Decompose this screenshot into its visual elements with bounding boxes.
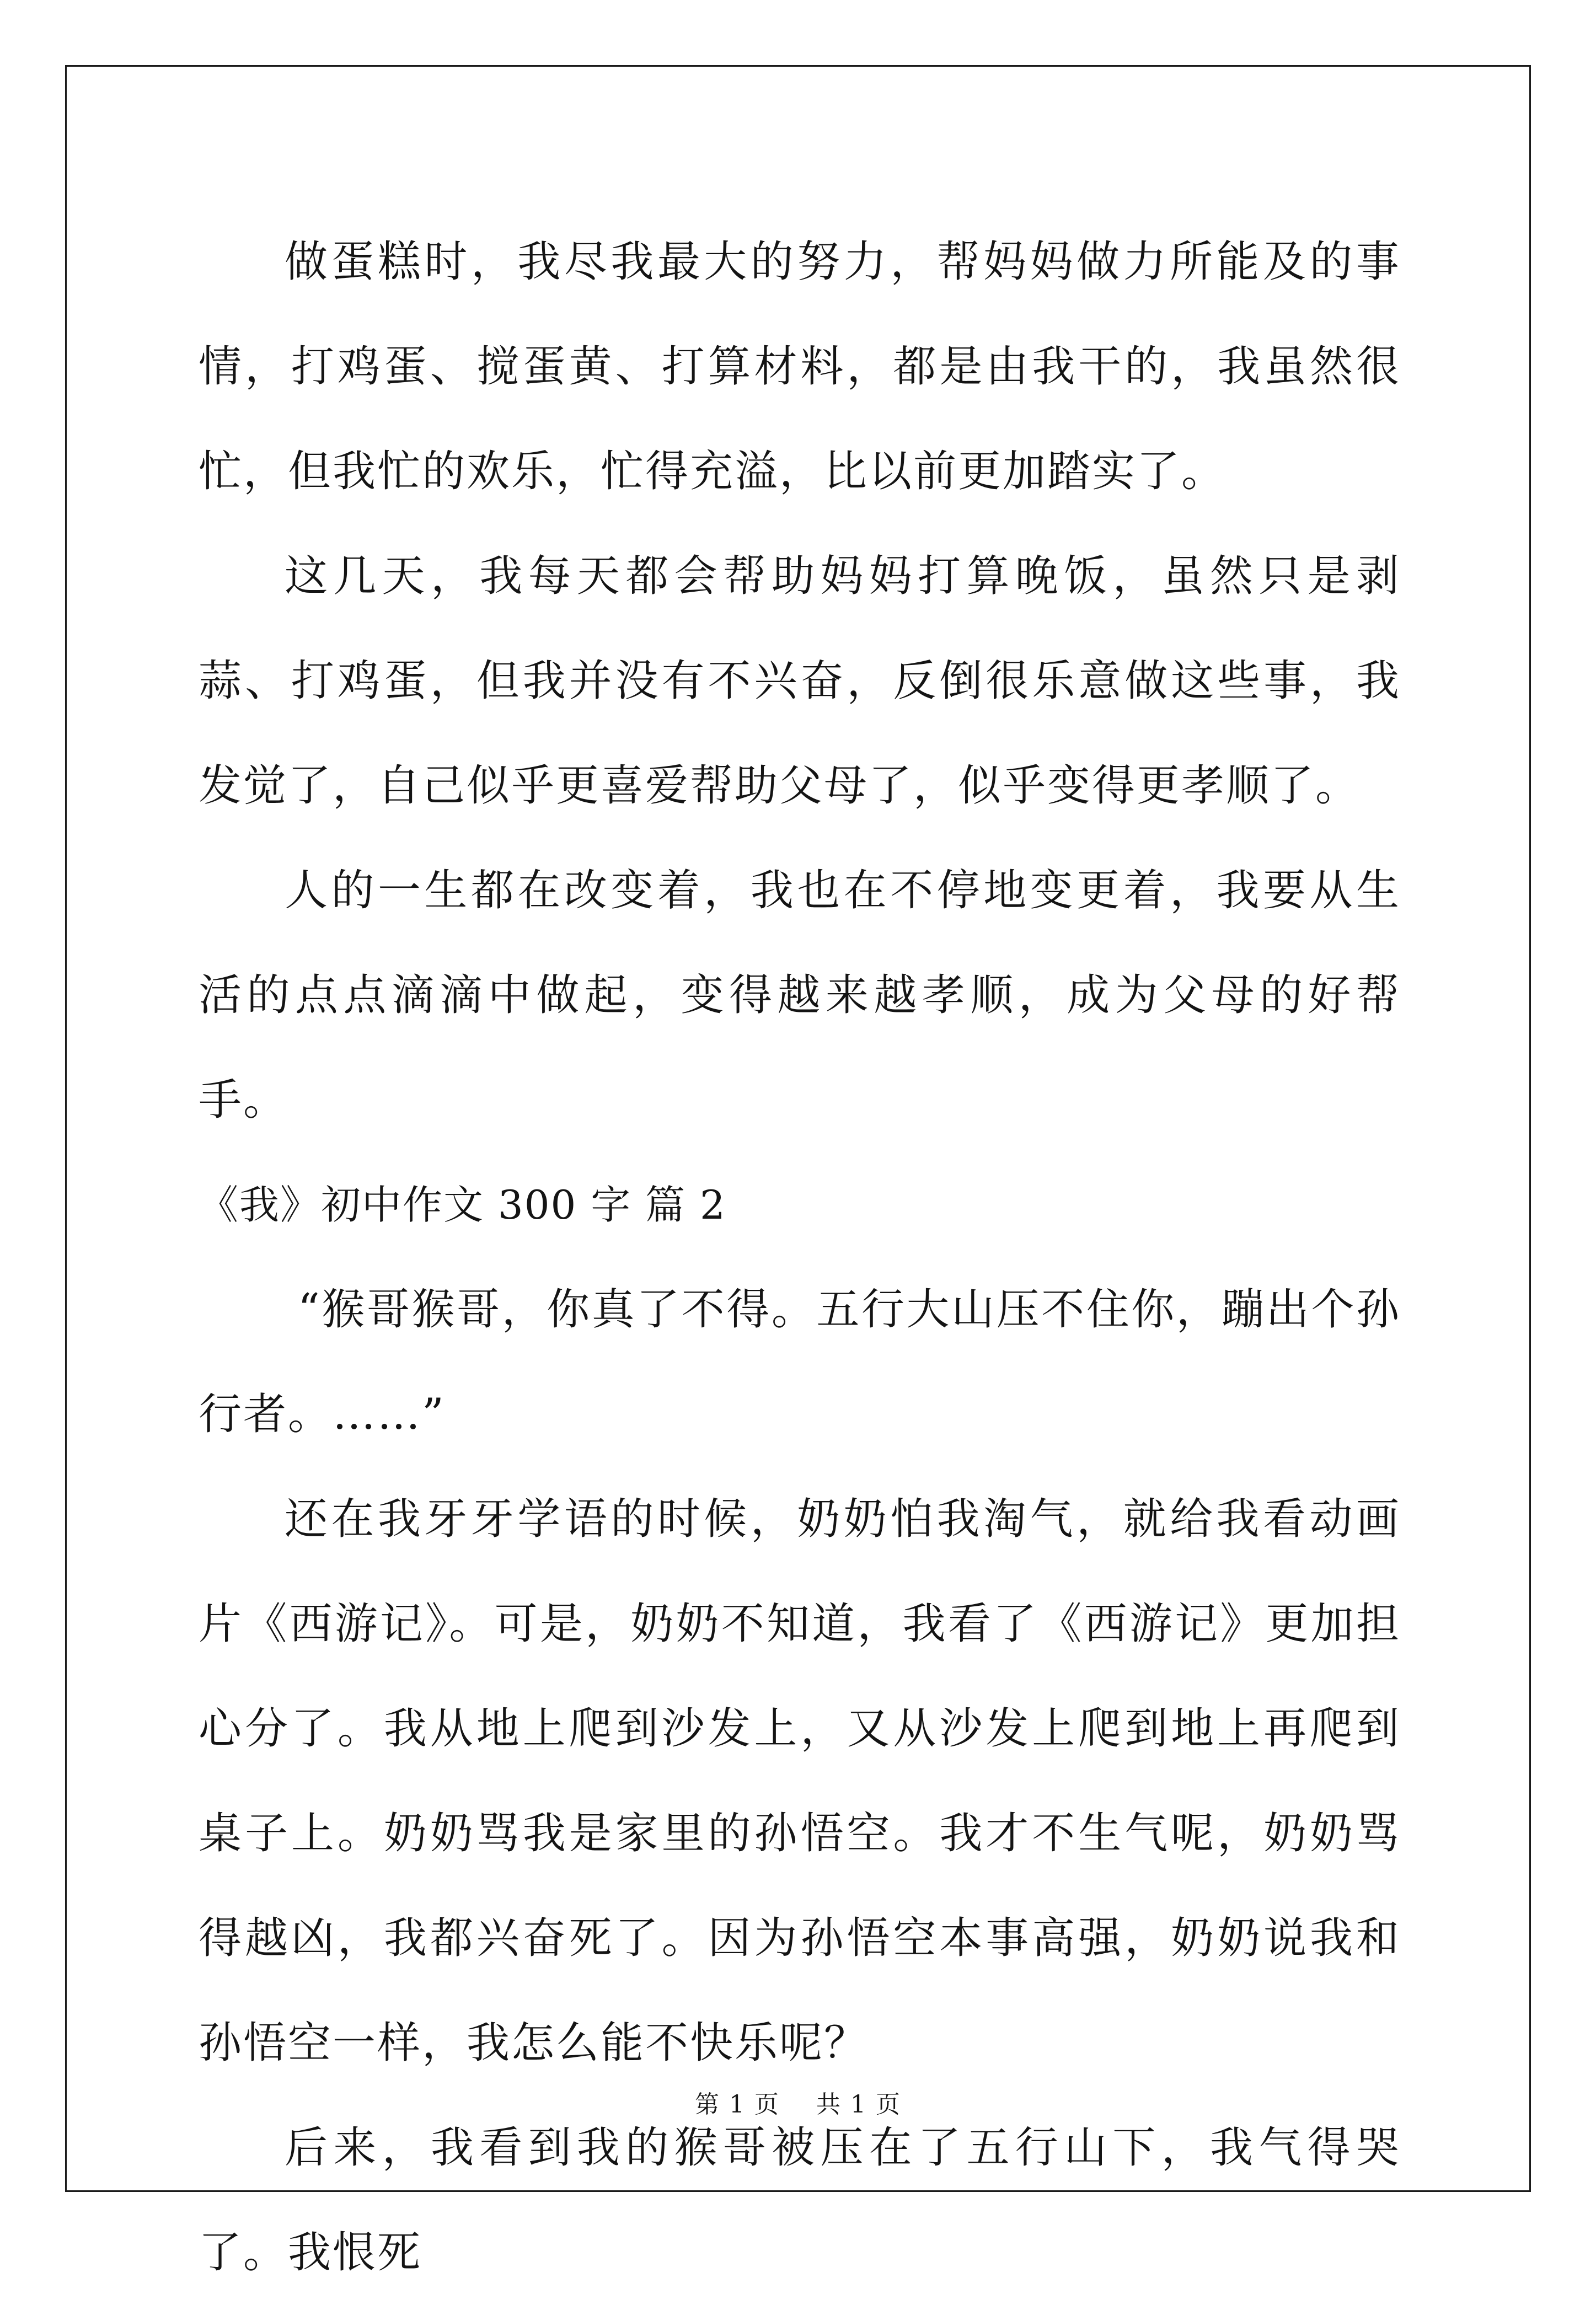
paragraph-cake: 做蛋糕时，我尽我最大的努力，帮妈妈做力所能及的事情，打鸡蛋、搅蛋黄、打算材料，都是由我干的，我虽然很忙，但我忙的欢乐，忙得充溢，比以前更加踏实了。: [199, 237, 1401, 496]
paragraph-song-quote: “猴哥猴哥，你真了不得。五行大山压不住你，蹦出个孙行者。……”: [199, 1285, 1401, 1439]
paragraph-later: 后来，我看到我的猴哥被压在了五行山下，我气得哭了。我恨死: [199, 2123, 1401, 2277]
section-heading: 《我》初中作文 300 字 篇 2: [199, 1182, 726, 1228]
paragraph-change: 人的一生都在改变着，我也在不停地变更着，我要从生活的点点滴滴中做起，变得越来越孝顺，成为父母的好帮手。: [199, 866, 1401, 1125]
page-footer: [0, 2084, 1596, 2120]
document-body: [199, 210, 1401, 2305]
page-total: 共 1 页: [816, 2090, 901, 2119]
paragraph-childhood: 还在我牙牙学语的时候，奶奶怕我淘气，就给我看动画片《西游记》。可是，奶奶不知道，我看了《西游记》更加担心分了。我从地上爬到沙发上，又从沙发上爬到地上再爬到桌子上。奶奶骂我是家里的孙悟空。我才不生气呢，奶奶骂得越凶，我都兴奋死了。因为孙悟空本事高强，奶奶说我和孙悟空一样，我怎么能不快乐呢？: [199, 1494, 1401, 2068]
page-number: 第 1 页: [695, 2090, 780, 2119]
paragraph-dinner: 这几天，我每天都会帮助妈妈打算晚饭，虽然只是剥蒜、打鸡蛋，但我并没有不兴奋，反倒很乐意做这些事，我发觉了，自己似乎更喜爱帮助父母了，似乎变得更孝顺了。: [199, 551, 1401, 811]
